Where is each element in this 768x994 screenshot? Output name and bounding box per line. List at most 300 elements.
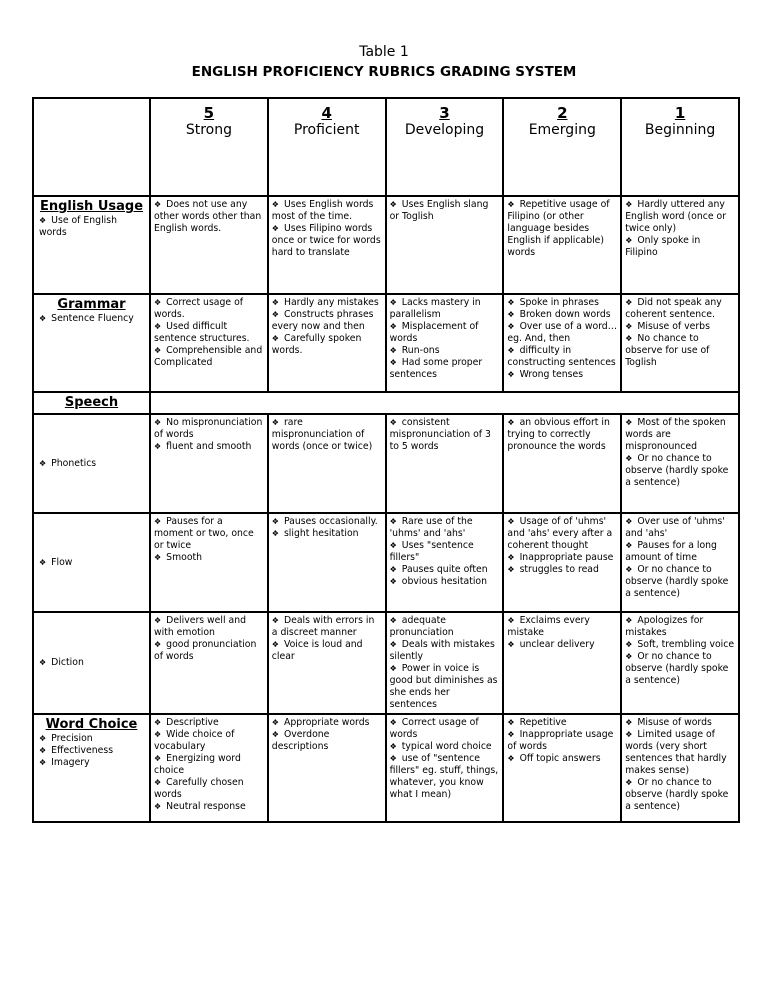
four-diamond-bullet-icon: ❖ [271,298,279,307]
rubric-cell [503,294,621,392]
bullet-text: Correct usage of words. [154,297,244,320]
rubric-row [33,714,739,822]
four-diamond-bullet-icon: ❖ [154,730,162,739]
four-diamond-bullet-icon: ❖ [507,310,515,319]
category-item-label: Diction [51,657,84,668]
bullet-text: Spoke in phrases [519,297,599,308]
four-diamond-bullet-icon: ❖ [39,458,47,468]
bullet-text: Had some proper sentences [389,357,483,380]
bullet-text: Hardly uttered any English word (once or twice only) [625,199,727,234]
score-header-3 [386,98,504,196]
bullet-text: Misplacement of words [389,321,479,344]
rubric-bullet [507,417,617,453]
rubric-bullet [154,729,264,753]
rubric-bullet [390,297,500,321]
bullet-text: No mispronunciation of words [154,417,263,440]
bullet-text: Rare use of the 'uhms' and 'ahs' [389,516,473,539]
category-item-label: Imagery [51,757,90,768]
rubric-cell [150,414,268,513]
rubric-cell [621,612,739,714]
four-diamond-bullet-icon: ❖ [625,565,633,574]
rubric-bullet [390,753,500,801]
bullet-text: Hardly any mistakes [283,297,379,308]
bullet-text: Only spoke in Filipino [625,235,701,258]
four-diamond-bullet-icon: ❖ [39,216,47,225]
four-diamond-bullet-icon: ❖ [507,346,515,355]
category-item-label: Sentence Fluency [51,313,134,324]
speech-title-row [33,392,739,414]
rubric-bullet [507,297,617,309]
rubric-bullet [154,417,264,441]
rubric-row [33,513,739,612]
rubric-bullet [154,345,264,369]
category-item [37,458,146,470]
rubric-bullet [272,528,382,540]
bullet-text: Used difficult sentence structures. [154,321,250,344]
rubric-cell [268,414,386,513]
score-number: 4 [321,104,332,122]
rubric-bullet [272,297,382,309]
rubric-bullet [154,777,264,801]
score-number: 3 [439,104,450,122]
four-diamond-bullet-icon: ❖ [507,298,515,307]
rubric-bullet [154,321,264,345]
four-diamond-bullet-icon: ❖ [389,358,397,367]
speech-title-fill [150,392,739,414]
score-number: 2 [557,104,568,122]
score-label: Emerging [528,122,596,138]
bullet-text: Energizing word choice [154,753,241,776]
rubric-cell [268,196,386,294]
four-diamond-bullet-icon: ❖ [389,754,397,763]
bullet-text: Power in voice is good but diminishes as she ends her sentences [389,663,498,710]
four-diamond-bullet-icon: ❖ [507,616,515,625]
rubric-cell [386,612,504,714]
four-diamond-bullet-icon: ❖ [271,418,279,427]
rubric-bullet [390,417,500,453]
bullet-text: slight hesitation [283,528,359,539]
four-diamond-bullet-icon: ❖ [389,517,397,526]
four-diamond-bullet-icon: ❖ [507,322,515,331]
rubric-bullet [507,369,617,381]
rubric-bullet [625,651,735,687]
rubric-row [33,612,739,714]
rubric-bullet [272,333,382,357]
four-diamond-bullet-icon: ❖ [625,541,633,550]
four-diamond-bullet-icon: ❖ [625,652,633,661]
category-cell [33,196,150,294]
bullet-text: use of "sentence fillers" eg. stuff, things, whatever, you know what I mean) [389,753,499,800]
rubric-bullet [507,552,617,564]
bullet-text: difficulty in constructing sentences [507,345,616,368]
four-diamond-bullet-icon: ❖ [389,200,397,209]
four-diamond-bullet-icon: ❖ [389,616,397,625]
four-diamond-bullet-icon: ❖ [154,778,162,787]
bullet-text: Pauses quite often [401,564,488,575]
category-item [37,557,146,569]
rubric-bullet [272,516,382,528]
bullet-text: struggles to read [519,564,599,575]
bullet-text: consistent mispronunciation of 3 to 5 words [389,417,491,452]
four-diamond-bullet-icon: ❖ [154,517,162,526]
rubric-bullet [507,564,617,576]
bullet-text: Misuse of words [637,717,712,728]
rubric-cell [150,294,268,392]
rubric-bullet [272,639,382,663]
rubric-bullet [154,441,264,453]
header-row [33,98,739,196]
rubric-bullet [390,741,500,753]
bullet-text: Constructs phrases every now and then [271,309,374,332]
score-header-4 [268,98,386,196]
four-diamond-bullet-icon: ❖ [154,802,162,811]
category-cell [33,612,150,714]
four-diamond-bullet-icon: ❖ [389,346,397,355]
rubric-bullet [154,297,264,321]
bullet-text: Repetitive usage of Filipino (or other language besides English if applicable) words [507,199,610,258]
bullet-text: obvious hesitation [401,576,488,587]
bullet-text: Wide choice of vocabulary [154,729,235,752]
category-item-label: Use of English words [39,215,117,238]
four-diamond-bullet-icon: ❖ [389,418,397,427]
four-diamond-bullet-icon: ❖ [625,517,633,526]
bullet-text: Broken down words [519,309,611,320]
bullet-text: Usage of of 'uhms' and 'ahs' every after a coherent thought [507,516,613,551]
rubric-cell [621,414,739,513]
bullet-text: Or no chance to observe (hardly spoke a sentence) [625,453,729,488]
category-item [37,757,146,769]
rubric-bullet [154,199,264,235]
bullet-text: Most of the spoken words are mispronounced [625,417,726,452]
rubric-bullet [390,564,500,576]
rubric-bullet [154,552,264,564]
four-diamond-bullet-icon: ❖ [154,553,162,562]
four-diamond-bullet-icon: ❖ [154,442,162,451]
bullet-text: typical word choice [401,741,492,752]
bullet-text: Repetitive [519,717,567,728]
rubric-bullet [390,199,500,223]
rubric-cell [386,414,504,513]
four-diamond-bullet-icon: ❖ [507,517,515,526]
bullet-text: Descriptive [166,717,219,728]
bullet-text: unclear delivery [519,639,595,650]
score-header-5 [150,98,268,196]
rubric-cell [621,294,739,392]
rubric-bullet [625,235,735,259]
score-label: Strong [185,122,232,138]
bullet-text: good pronunciation of words [154,639,257,662]
four-diamond-bullet-icon: ❖ [271,730,279,739]
four-diamond-bullet-icon: ❖ [389,577,397,586]
category-item-label: Effectiveness [51,745,114,756]
four-diamond-bullet-icon: ❖ [625,418,633,427]
four-diamond-bullet-icon: ❖ [154,718,162,727]
category-item-label: Flow [51,556,73,568]
four-diamond-bullet-icon: ❖ [389,298,397,307]
rubric-bullet [625,729,735,777]
rubric-cell [503,612,621,714]
rubric-cell [268,612,386,714]
rubric-cell [150,612,268,714]
four-diamond-bullet-icon: ❖ [271,517,279,526]
rubric-cell [268,513,386,612]
four-diamond-bullet-icon: ❖ [271,200,279,209]
rubric-bullet [390,345,500,357]
four-diamond-bullet-icon: ❖ [389,565,397,574]
bullet-text: Misuse of verbs [637,321,710,332]
four-diamond-bullet-icon: ❖ [389,742,397,751]
rubric-bullet [154,801,264,813]
four-diamond-bullet-icon: ❖ [154,322,162,331]
rubric-cell [268,294,386,392]
rubric-bullet [625,564,735,600]
bullet-text: Uses "sentence fillers" [389,540,474,563]
rubric-bullet [272,223,382,259]
rubric-bullet [507,615,617,639]
rubric-bullet [390,663,500,711]
bullet-text: Delivers well and with emotion [154,615,246,638]
rubric-bullet [390,615,500,639]
four-diamond-bullet-icon: ❖ [507,718,515,727]
four-diamond-bullet-icon: ❖ [154,616,162,625]
rubric-bullet [507,516,617,552]
four-diamond-bullet-icon: ❖ [625,334,633,343]
bullet-text: Pauses for a moment or two, once or twice [154,516,254,551]
bullet-text: fluent and smooth [166,441,252,452]
category-title: English Usage [39,199,144,214]
category-item [37,733,146,745]
four-diamond-bullet-icon: ❖ [39,314,47,323]
four-diamond-bullet-icon: ❖ [39,758,47,767]
rubric-cell [268,714,386,822]
bullet-text: Inappropriate usage of words [507,729,614,752]
category-title: Grammar [57,297,126,312]
rubric-bullet [390,540,500,564]
bullet-text: Uses Filipino words once or twice for words hard to translate [271,223,381,258]
bullet-text: Over use of a word… eg. And, then [507,321,618,344]
four-diamond-bullet-icon: ❖ [154,200,162,209]
bullet-text: Pauses occasionally. [283,516,378,527]
rubric-row [33,294,739,392]
bullet-text: Uses English slang or Toglish [389,199,489,222]
bullet-text: Exclaims every mistake [507,615,590,638]
bullet-text: Soft, trembling voice [637,639,735,650]
four-diamond-bullet-icon: ❖ [154,754,162,763]
bullet-text: Run-ons [401,345,440,356]
category-cell [33,513,150,612]
table-title: ENGLISH PROFICIENCY RUBRICS GRADING SYSTEM [191,64,577,80]
rubric-bullet [625,333,735,369]
four-diamond-bullet-icon: ❖ [625,298,633,307]
rubric-bullet [272,729,382,753]
rubric-cell [503,513,621,612]
four-diamond-bullet-icon: ❖ [154,640,162,649]
four-diamond-bullet-icon: ❖ [625,640,633,649]
category-title: Speech [64,395,119,410]
bullet-text: rare mispronunciation of words (once or twice) [271,417,373,452]
bullet-text: an obvious effort in trying to correctly pronounce the words [507,417,610,452]
category-cell [33,294,150,392]
category-item [37,745,146,757]
rubric-bullet [154,615,264,639]
four-diamond-bullet-icon: ❖ [507,418,515,427]
rubric-cell [150,196,268,294]
four-diamond-bullet-icon: ❖ [154,418,162,427]
rubric-bullet [507,321,617,345]
bullet-text: Apologizes for mistakes [625,615,704,638]
category-cell [33,392,150,414]
table-number: Table 1 [359,44,409,60]
bullet-text: Off topic answers [519,753,601,764]
four-diamond-bullet-icon: ❖ [271,616,279,625]
score-number: 1 [674,104,686,122]
rubric-bullet [390,516,500,540]
bullet-text: Lacks mastery in parallelism [389,297,481,320]
rubric-bullet [625,639,735,651]
rubric-bullet [272,717,382,729]
rubric-row [33,414,739,513]
category-item-label: Phonetics [51,457,97,469]
rubric-bullet [625,777,735,813]
rubric-cell [621,196,739,294]
bullet-text: Overdone descriptions [271,729,330,752]
rubric-bullet [625,615,735,639]
rubric-bullet [507,309,617,321]
bullet-text: No chance to observe for use of Toglish [625,333,710,368]
rubric-bullet [507,729,617,753]
rubric-bullet [507,345,617,369]
category-cell [33,414,150,513]
rubric-bullet [625,717,735,729]
rubric-bullet [154,516,264,552]
rubric-bullet [625,321,735,333]
bullet-text: Does not use any other words other than English words. [154,199,262,234]
rubric-bullet [625,453,735,489]
four-diamond-bullet-icon: ❖ [507,370,515,379]
four-diamond-bullet-icon: ❖ [625,200,633,209]
four-diamond-bullet-icon: ❖ [271,310,279,319]
score-label: Beginning [644,122,716,138]
four-diamond-bullet-icon: ❖ [507,640,515,649]
rubric-bullet [154,639,264,663]
bullet-text: Over use of 'uhms' and 'ahs' [625,516,725,539]
bullet-text: Or no chance to observe (hardly spoke a sentence) [625,651,729,686]
bullet-text: Did not speak any coherent sentence. [625,297,722,320]
score-header-1 [621,98,739,196]
rubric-bullet [154,717,264,729]
four-diamond-bullet-icon: ❖ [271,224,279,233]
four-diamond-bullet-icon: ❖ [625,454,633,463]
rubric-bullet [272,309,382,333]
rubric-bullet [507,199,617,259]
rubric-row [33,196,739,294]
bullet-text: Appropriate words [283,717,370,728]
four-diamond-bullet-icon: ❖ [507,754,515,763]
four-diamond-bullet-icon: ❖ [154,298,162,307]
bullet-text: Deals with mistakes silently [389,639,495,662]
bullet-text: Wrong tenses [519,369,584,380]
category-title: Word Choice [45,717,138,732]
header-blank-cell [33,98,150,196]
four-diamond-bullet-icon: ❖ [154,346,162,355]
rubric-cell [503,414,621,513]
bullet-text: Limited usage of words (very short sentences that hardly makes sense) [625,729,727,776]
rubric-bullet [390,639,500,663]
rubric-cell [621,714,739,822]
bullet-text: Or no chance to observe (hardly spoke a sentence) [625,777,729,812]
rubric-bullet [390,576,500,588]
rubric-bullet [390,321,500,345]
four-diamond-bullet-icon: ❖ [389,541,397,550]
bullet-text: Voice is loud and clear [271,639,363,662]
bullet-text: adequate pronunciation [389,615,454,638]
four-diamond-bullet-icon: ❖ [271,718,279,727]
four-diamond-bullet-icon: ❖ [39,557,47,567]
score-header-2 [503,98,621,196]
bullet-text: Uses English words most of the time. [271,199,374,222]
bullet-text: Neutral response [166,801,246,812]
four-diamond-bullet-icon: ❖ [507,200,515,209]
rubric-bullet [507,639,617,651]
four-diamond-bullet-icon: ❖ [389,640,397,649]
four-diamond-bullet-icon: ❖ [39,658,47,667]
rubric-bullet [625,199,735,235]
category-item-label: Precision [51,733,93,744]
bullet-text: Carefully chosen words [154,777,244,800]
score-label: Developing [404,122,485,138]
rubric-cell [386,513,504,612]
rubric-cell [386,196,504,294]
rubric-bullet [625,540,735,564]
rubric-bullet [625,417,735,453]
four-diamond-bullet-icon: ❖ [271,334,279,343]
bullet-text: Or no chance to observe (hardly spoke a sentence) [625,564,729,599]
rubric-bullet [507,753,617,765]
category-cell [33,714,150,822]
four-diamond-bullet-icon: ❖ [271,640,279,649]
rubric-bullet [390,357,500,381]
score-label: Proficient [293,122,360,138]
four-diamond-bullet-icon: ❖ [625,730,633,739]
rubric-bullet [272,417,382,453]
four-diamond-bullet-icon: ❖ [625,616,633,625]
bullet-text: Inappropriate pause [519,552,614,563]
bullet-text: Correct usage of words [389,717,479,740]
score-number: 5 [203,104,215,122]
bullet-text: Pauses for a long amount of time [625,540,717,563]
bullet-text: Deals with errors in a discreet manner [271,615,375,638]
rubric-bullet [154,753,264,777]
four-diamond-bullet-icon: ❖ [625,718,633,727]
four-diamond-bullet-icon: ❖ [39,734,47,743]
rubric-bullet [625,516,735,540]
bullet-text: Carefully spoken words. [271,333,362,356]
four-diamond-bullet-icon: ❖ [389,322,397,331]
four-diamond-bullet-icon: ❖ [39,746,47,755]
four-diamond-bullet-icon: ❖ [271,529,279,538]
category-item [37,657,146,669]
bullet-text: Comprehensible and Complicated [154,345,263,368]
rubric-bullet [625,297,735,321]
four-diamond-bullet-icon: ❖ [507,730,515,739]
rubric-cell [386,294,504,392]
rubric-cell [503,196,621,294]
rubric-cell [621,513,739,612]
rubric-cell [386,714,504,822]
four-diamond-bullet-icon: ❖ [625,322,633,331]
bullet-text: Smooth [166,552,203,563]
four-diamond-bullet-icon: ❖ [507,565,515,574]
